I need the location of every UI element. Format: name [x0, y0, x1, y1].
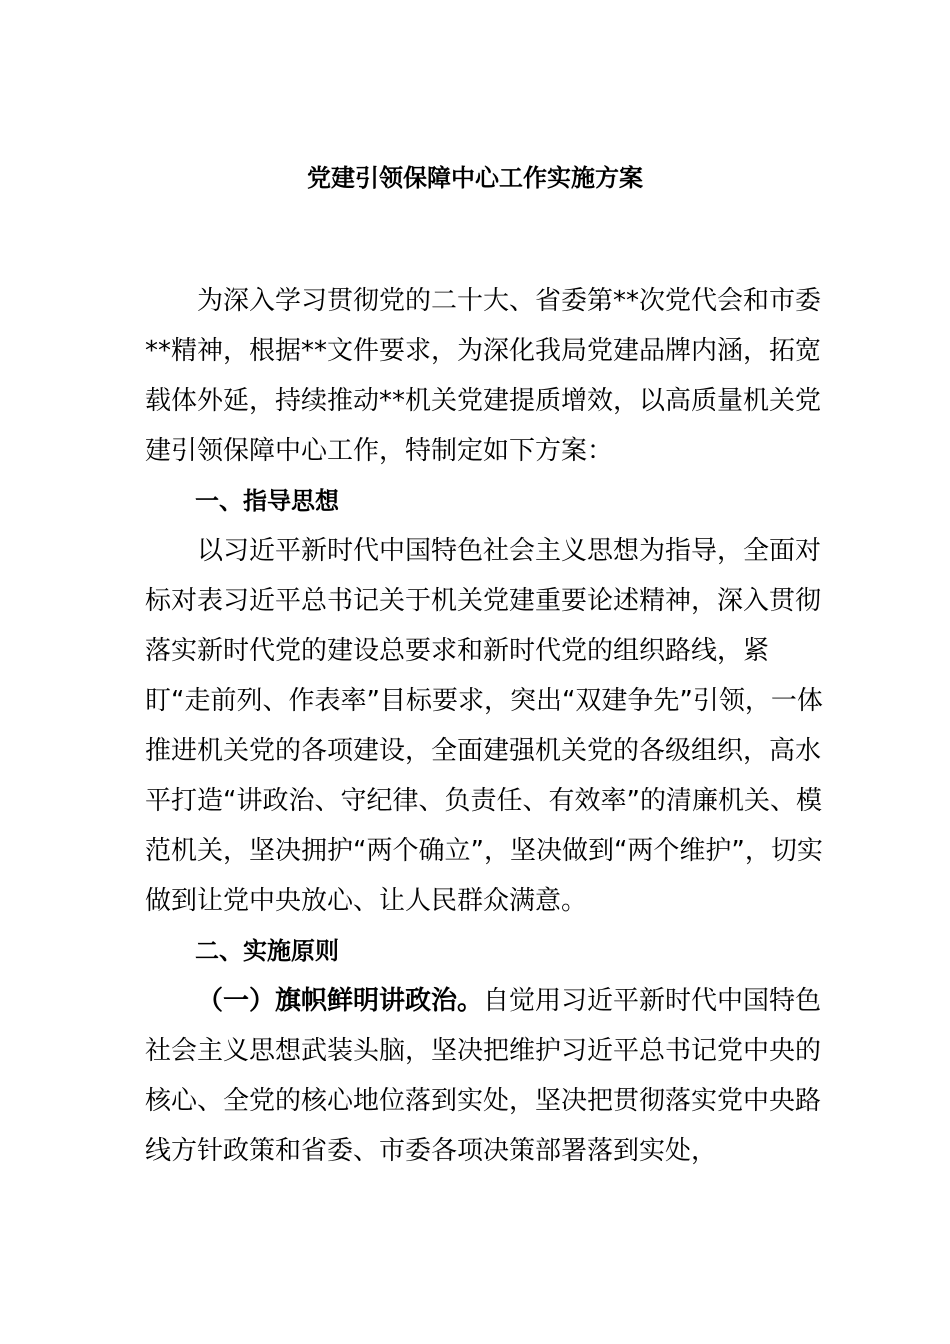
- document-title: 党建引领保障中心工作实施方案: [307, 164, 643, 192]
- document-body: [145, 276, 825, 1176]
- section-heading-principles: 二、实施原则: [195, 937, 339, 965]
- principle-1-lead: （一）旗帜鲜明讲政治。: [197, 986, 484, 1016]
- intro-paragraph: 为深入学习贯彻党的二十大、省委第**次党代会和市委**精神，根据**文件要求，为深化我局党建品牌内涵，拓宽载体外延，持续推动**机关党建提质增效，以高质量机关党建引领保障中心工作，特制定如下方案：: [145, 286, 822, 466]
- section-heading-guiding-ideology: 一、指导思想: [195, 487, 339, 515]
- section-paragraph-principle-1: [145, 976, 825, 1176]
- principle-1-text: 自觉用习近平新时代中国特色社会主义思想武装头脑，坚决把维护习近平总书记党中央的核心、全党的核心地位落到实处，坚决把贯彻落实党中央路线方针政策和省委、市委各项决策部署落到实处，: [145, 986, 822, 1166]
- section-paragraph-guiding-ideology: 以习近平新时代中国特色社会主义思想为指导，全面对标对表习近平总书记关于机关党建重要论述精神，深入贯彻落实新时代党的建设总要求和新时代党的组织路线，紧盯“走前列、作表率”目标要求，突出“双建争先”引领，一体推进机关党的各项建设，全面建强机关党的各级组织，高水平打造“讲政治、守纪律、负责任、有效率”的清廉机关、模范机关，坚决拥护“两个确立”，坚决做到“两个维护”，切实做到让党中央放心、让人民群众满意。: [145, 536, 823, 916]
